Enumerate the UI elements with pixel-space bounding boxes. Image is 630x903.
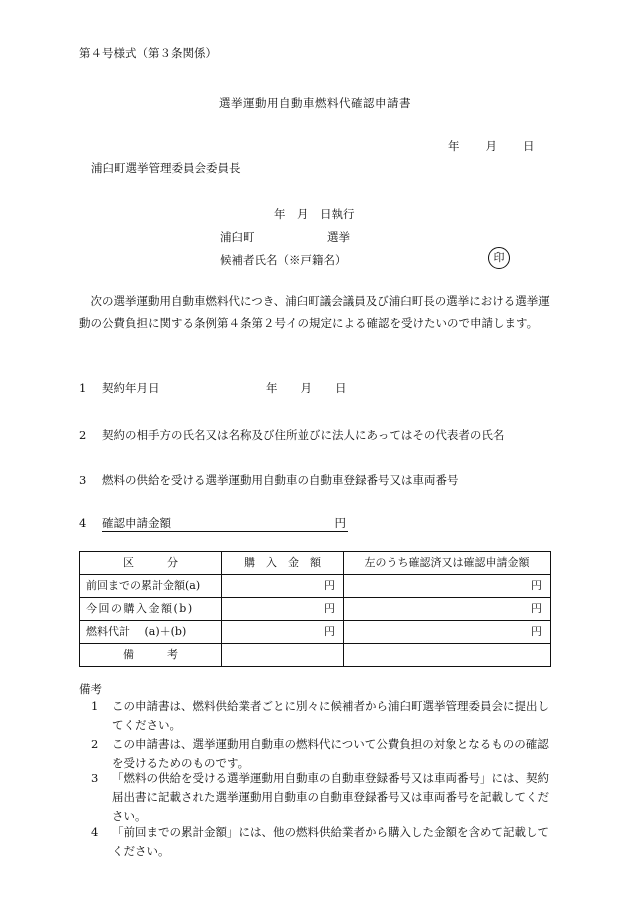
note-number: 1 xyxy=(91,699,99,713)
table-row xyxy=(80,598,551,621)
header-purchase-amount: 購 入 金 額 xyxy=(222,552,344,575)
note-number: 4 xyxy=(91,825,99,839)
row-label: 前回までの累計金額(a) xyxy=(80,575,222,598)
item-contract-party-label: 契約の相手方の氏名又は名称及び住所並びに法人にあってはその代表者の氏名 xyxy=(102,428,505,442)
item-number-1: 1 xyxy=(79,381,87,395)
item-vehicle-number-label: 燃料の供給を受ける選挙運動用自動車の自動車登録番号又は車両番号 xyxy=(102,473,459,487)
note-item xyxy=(91,823,556,861)
candidate-name-label: 候補者氏名（※戸籍名） xyxy=(220,253,347,267)
item-number-4: 4 xyxy=(79,516,87,530)
note-item xyxy=(91,735,556,773)
seal-mark: 印 xyxy=(488,247,510,269)
item-requested-amount xyxy=(102,515,348,532)
purchase-amount-cell[interactable]: 円 xyxy=(222,598,344,621)
item-number-2: 2 xyxy=(79,428,87,442)
execution-date: 年 月 日執行 xyxy=(274,207,355,221)
remarks-cell[interactable] xyxy=(344,644,551,667)
confirmed-amount-cell[interactable]: 円 xyxy=(344,621,551,644)
note-number: 2 xyxy=(91,737,99,751)
remarks-cell[interactable] xyxy=(222,644,344,667)
item-number-3: 3 xyxy=(79,473,87,487)
row-label-remarks: 備 考 xyxy=(80,644,222,667)
table-row xyxy=(80,575,551,598)
note-text: この申請書は、選挙運動用自動車の燃料代について公費負担の対象となるものの確認を受けるためのものです。 xyxy=(112,737,549,770)
request-statement: 次の選挙運動用自動車燃料代につき、浦臼町議会議員及び浦臼町長の選挙における選挙運動の公費負担に関する条例第４条第２号イの規定による確認を受けたいので申請します。 xyxy=(79,294,550,330)
confirmed-amount-cell[interactable]: 円 xyxy=(344,598,551,621)
amount-table xyxy=(79,551,551,667)
header-category: 区 分 xyxy=(80,552,222,575)
row-label: 燃料代計 (a)＋(b) xyxy=(80,621,222,644)
note-item xyxy=(91,697,556,735)
note-text: この申請書は、燃料供給業者ごとに別々に候補者から浦臼町選挙管理委員会に提出してください。 xyxy=(112,699,549,732)
header-confirmed-amount: 左のうち確認済又は確認申請金額 xyxy=(344,552,551,575)
date-day: 日 xyxy=(523,139,535,153)
item-contract-date-label: 契約年月日 xyxy=(102,381,160,395)
form-number: 第４号様式（第３条関係） xyxy=(79,46,217,60)
notes-heading: 備考 xyxy=(79,682,102,696)
confirmed-amount-cell[interactable]: 円 xyxy=(344,575,551,598)
election-label: 選挙 xyxy=(327,230,350,244)
note-text: 「燃料の供給を受ける選挙運動用自動車の自動車登録番号又は車両番号」には、契約届出書に記載された選挙運動用自動車の自動車登録番号又は車両番号を記載してください。 xyxy=(112,771,549,823)
table-row xyxy=(80,621,551,644)
application-date xyxy=(448,138,535,154)
addressee: 浦臼町選挙管理委員会委員長 xyxy=(91,161,241,175)
row-label: 今回の購入金額(b) xyxy=(80,598,222,621)
requested-amount-unit: 円 xyxy=(334,516,346,530)
date-year: 年 xyxy=(448,139,460,153)
requested-amount-label: 確認申請金額 xyxy=(102,516,171,530)
purchase-amount-cell[interactable]: 円 xyxy=(222,575,344,598)
purchase-amount-cell[interactable]: 円 xyxy=(222,621,344,644)
note-number: 3 xyxy=(91,771,99,785)
item-contract-date-value: 年 月 日 xyxy=(266,381,347,395)
date-month: 月 xyxy=(485,139,497,153)
table-row xyxy=(80,644,551,667)
town-name: 浦臼町 xyxy=(220,230,255,244)
note-item xyxy=(91,769,556,826)
table-header-row xyxy=(80,552,551,575)
document-title: 選挙運動用自動車燃料代確認申請書 xyxy=(219,96,411,110)
note-text: 「前回までの累計金額」には、他の燃料供給業者から購入した金額を含めて記載してください。 xyxy=(112,825,549,858)
